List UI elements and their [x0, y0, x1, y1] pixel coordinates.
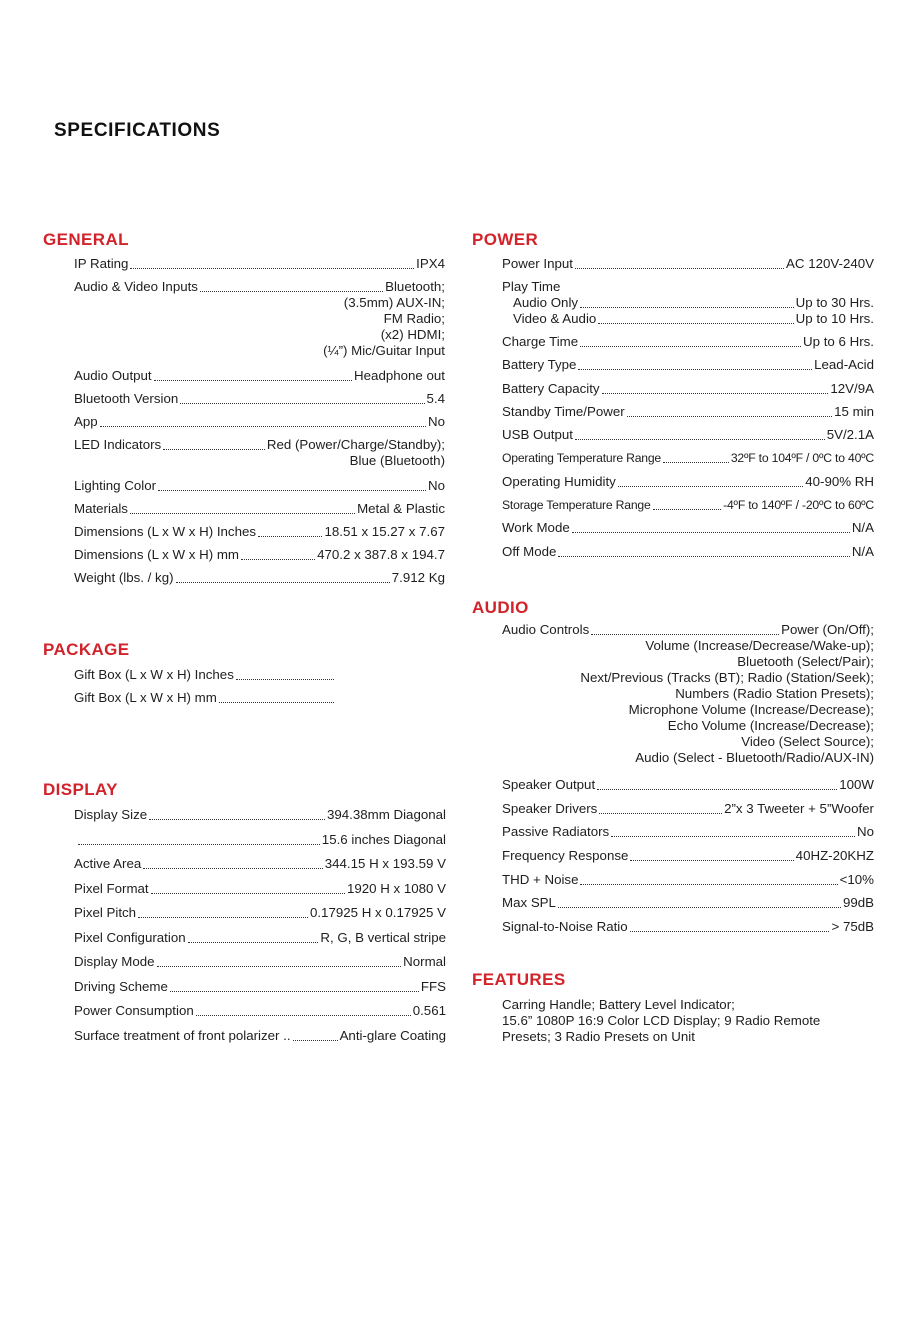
spec-value: Up to 30 Hrs. [795, 295, 874, 310]
spec-continuation-line: Echo Volume (Increase/Decrease); [667, 718, 874, 733]
spec-row [74, 856, 446, 872]
spec-row [74, 1003, 446, 1019]
spec-row [74, 881, 446, 897]
spec-value: 7.912 Kg [391, 570, 445, 585]
leader-dots [598, 323, 793, 324]
leader-dots [572, 532, 850, 533]
spec-continuation-line: Volume (Increase/Decrease/Wake-up); [645, 638, 874, 653]
spec-row [74, 807, 446, 823]
leader-dots [578, 369, 812, 370]
spec-value: 12V/9A [830, 380, 874, 396]
spec-value: 40HZ-20KHZ [795, 848, 874, 864]
spec-row [74, 1028, 446, 1044]
spec-row [74, 979, 446, 995]
leader-dots [154, 380, 352, 381]
leader-dots [236, 679, 334, 680]
general-spec-list [74, 256, 445, 593]
leader-dots [597, 789, 837, 790]
spec-label: Standby Time/Power [502, 403, 625, 419]
spec-value: Up to 10 Hrs. [795, 311, 874, 326]
spec-row [502, 334, 874, 350]
spec-row [74, 437, 445, 453]
spec-value: 32ºF to 104ºF / 0ºC to 40ºC [730, 451, 874, 466]
spec-value: 40-90% RH [805, 473, 874, 489]
spec-value: AC 120V-240V [786, 256, 874, 271]
leader-dots [176, 582, 390, 583]
spec-value: Lead-Acid [814, 357, 874, 373]
spec-label: Materials [74, 501, 128, 516]
spec-label: Pixel Pitch [74, 905, 137, 920]
leader-dots [100, 426, 426, 427]
spec-label: Signal-to-Noise Ratio [502, 919, 628, 935]
spec-row [74, 570, 445, 586]
leader-dots [602, 393, 829, 394]
spec-value: > 75dB [831, 919, 874, 935]
spec-row [74, 524, 445, 540]
spec-value: No [428, 478, 445, 493]
spec-row [502, 824, 874, 840]
leader-dots [580, 884, 837, 885]
spec-row [74, 667, 336, 683]
spec-label: Power Consumption [74, 1003, 194, 1018]
spec-row [74, 478, 445, 494]
spec-label: Speaker Drivers [502, 800, 598, 816]
spec-row [502, 895, 874, 911]
audio-heading: AUDIO [472, 598, 529, 617]
spec-row [502, 357, 874, 373]
spec-value: 99dB [842, 895, 874, 911]
spec-label: USB Output [502, 427, 573, 443]
spec-row [502, 381, 874, 397]
display-heading: DISPLAY [43, 780, 118, 799]
spec-label: Charge Time [502, 334, 579, 349]
spec-value: FFS [420, 978, 446, 994]
spec-row [502, 497, 874, 513]
leader-dots [170, 991, 419, 992]
spec-label: App [74, 414, 98, 429]
spec-label: Video & Audio [513, 311, 597, 326]
spec-label: Operating Temperature Range [502, 451, 662, 466]
spec-row-video-audio [502, 311, 874, 327]
spec-label: Weight (lbs. / kg) [74, 570, 174, 585]
features-text [502, 997, 882, 1045]
leader-dots [196, 1015, 411, 1016]
spec-value: N/A [851, 543, 874, 559]
spec-value: Red (Power/Charge/Standby); [266, 437, 445, 452]
spec-continuation-line: Next/Previous (Tracks (BT); Radio (Station/Seek); [580, 670, 874, 685]
spec-label: Display Mode [74, 954, 155, 969]
spec-row [74, 547, 445, 563]
spec-row [74, 930, 446, 946]
spec-continuation-line: (3.5mm) AUX-IN; [343, 295, 445, 310]
leader-dots [627, 416, 832, 417]
leader-dots [200, 291, 383, 292]
spec-continuation-line: Microphone Volume (Increase/Decrease); [628, 702, 874, 717]
spec-value: Headphone out [354, 368, 445, 383]
spec-row [74, 414, 445, 430]
spec-row [502, 777, 874, 793]
spec-row [502, 848, 874, 864]
spec-continuation-line: (¼”) Mic/Guitar Input [323, 343, 445, 358]
leader-dots [143, 868, 322, 869]
spec-value: 0.561 [412, 1003, 446, 1018]
spec-value: 470.2 x 387.8 x 194.7 [317, 547, 445, 562]
spec-value: R, G, B vertical stripe [320, 929, 446, 945]
spec-value: 0.17925 H x 0.17925 V [309, 905, 446, 920]
spec-row [74, 501, 445, 517]
features-line: 15.6” 1080P 16:9 Color LCD Display; 9 Radio Remote [502, 1013, 821, 1028]
power-spec-list [502, 256, 874, 567]
spec-label: Lighting Color [74, 478, 157, 493]
spec-value: Bluetooth; [385, 279, 445, 294]
spec-value: 1920 H x 1080 V [346, 880, 446, 896]
leader-dots [663, 462, 729, 463]
spec-value: 2”x 3 Tweeter + 5”Woofer [724, 800, 874, 816]
audio-spec-list [502, 622, 874, 943]
spec-row [502, 520, 874, 536]
spec-label: Passive Radiators [502, 824, 610, 840]
spec-row [74, 954, 446, 970]
spec-label: Gift Box (L x W x H) Inches [74, 667, 234, 682]
spec-value: Up to 6 Hrs. [803, 334, 874, 349]
spec-continuation-line: Blue (Bluetooth) [349, 453, 445, 468]
spec-continuation-line: Bluetooth (Select/Pair); [737, 654, 874, 669]
spec-label: LED Indicators [74, 437, 162, 452]
spec-label: Storage Temperature Range [502, 498, 651, 513]
spec-label: Speaker Output [502, 777, 596, 792]
spec-label: Audio Output [74, 368, 152, 383]
spec-label: THD + Noise [502, 871, 579, 887]
spec-continuation [74, 295, 445, 359]
spec-label: Audio Only [513, 295, 579, 310]
spec-row [502, 919, 874, 935]
leader-dots [151, 893, 345, 894]
spec-label: Driving Scheme [74, 978, 168, 994]
spec-label: Max SPL [502, 895, 556, 911]
leader-dots [258, 536, 322, 537]
leader-dots [188, 942, 319, 943]
spec-label: Display Size [74, 807, 148, 822]
spec-label: Off Mode [502, 543, 557, 559]
spec-label: Frequency Response [502, 848, 629, 864]
leader-dots [558, 907, 841, 908]
leader-dots [219, 702, 334, 703]
general-heading: GENERAL [43, 230, 129, 249]
spec-value: N/A [851, 520, 874, 536]
leader-dots [580, 307, 794, 308]
spec-row [502, 801, 874, 817]
spec-value: Normal [403, 954, 446, 969]
leader-dots [157, 966, 402, 967]
spec-value: 100W [839, 777, 874, 792]
leader-dots [599, 813, 722, 814]
leader-dots [138, 917, 308, 918]
spec-row [502, 450, 874, 466]
spec-label: Work Mode [502, 520, 570, 536]
spec-row [502, 427, 874, 443]
leader-dots [618, 486, 803, 487]
spec-row-audio-only [502, 295, 874, 311]
spec-value: 15.6 inches Diagonal [321, 831, 446, 847]
leader-dots [293, 1040, 338, 1041]
spec-row-power-input [502, 256, 874, 272]
spec-value: <10% [839, 871, 874, 887]
spec-row [74, 391, 445, 407]
spec-continuation-line: Audio (Select - Bluetooth/Radio/AUX-IN) [635, 750, 874, 765]
spec-label: Active Area [74, 856, 142, 871]
spec-value: Power (On/Off); [781, 622, 874, 637]
leader-dots [591, 634, 779, 635]
spec-label: Pixel Format [74, 880, 149, 896]
leader-dots [241, 559, 315, 560]
leader-dots [149, 819, 325, 820]
package-spec-list [74, 667, 336, 713]
spec-label: Surface treatment of front polarizer .. [74, 1027, 291, 1043]
spec-continuation-line: FM Radio; [383, 311, 445, 326]
spec-label: Audio Controls [502, 622, 590, 637]
features-line: Carring Handle; Battery Level Indicator; [502, 997, 735, 1012]
page-title: SPECIFICATIONS [54, 120, 221, 141]
leader-dots [580, 346, 801, 347]
spec-label: Battery Type [502, 357, 577, 373]
spec-row [502, 404, 874, 420]
spec-value: No [857, 824, 874, 840]
audio-controls-continuation [502, 638, 874, 766]
spec-value: IPX4 [416, 256, 445, 271]
spec-row [74, 690, 336, 706]
spec-value: 394.38mm Diagonal [326, 807, 446, 822]
features-line: Presets; 3 Radio Presets on Unit [502, 1029, 695, 1044]
leader-dots [630, 931, 830, 932]
leader-dots [158, 490, 426, 491]
package-heading: PACKAGE [43, 640, 130, 659]
spec-value: No [428, 414, 445, 429]
play-time-label: Play Time [502, 279, 561, 294]
leader-dots [130, 268, 414, 269]
spec-continuation-line: Numbers (Radio Station Presets); [675, 686, 874, 701]
spec-row [74, 279, 445, 295]
display-spec-list [74, 807, 446, 1052]
spec-label: IP Rating [74, 256, 129, 271]
features-heading: FEATURES [472, 970, 566, 989]
audio-rows [502, 777, 874, 935]
spec-label: Bluetooth Version [74, 391, 179, 406]
spec-value: 5V/2.1A [826, 427, 874, 443]
leader-dots [575, 268, 784, 269]
leader-dots [78, 844, 320, 845]
spec-continuation [74, 453, 445, 469]
leader-dots [575, 439, 825, 440]
spec-value: 5.4 [426, 391, 445, 406]
spec-value: Anti-glare Coating [339, 1027, 446, 1043]
spec-row [74, 905, 446, 921]
spec-continuation-line: (x2) HDMI; [380, 327, 445, 342]
spec-label: Battery Capacity [502, 380, 600, 396]
spec-label: Dimensions (L x W x H) Inches [74, 524, 257, 539]
leader-dots [630, 860, 793, 861]
spec-row [74, 368, 445, 384]
leader-dots [558, 556, 849, 557]
spec-row [502, 872, 874, 888]
power-rows [502, 334, 874, 560]
spec-value: 18.51 x 15.27 x 7.67 [324, 524, 445, 539]
power-heading: POWER [472, 230, 539, 249]
spec-value: 344.15 H x 193.59 V [324, 856, 446, 871]
spec-label: Dimensions (L x W x H) mm [74, 547, 239, 562]
spec-row [502, 544, 874, 560]
spec-row [74, 832, 446, 848]
spec-label: Power Input [502, 256, 573, 271]
spec-label: Operating Humidity [502, 473, 616, 489]
leader-dots [653, 509, 722, 510]
leader-dots [180, 403, 424, 404]
spec-row [502, 474, 874, 490]
spec-value: -4ºF to 140ºF / -20ºC to 60ºC [723, 498, 874, 513]
leader-dots [611, 836, 855, 837]
leader-dots [163, 449, 265, 450]
leader-dots [130, 513, 355, 514]
spec-value: 15 min [834, 403, 874, 419]
spec-value: Metal & Plastic [357, 501, 445, 516]
spec-label: Gift Box (L x W x H) mm [74, 690, 217, 705]
spec-label: Audio & Video Inputs [74, 279, 198, 294]
spec-row [74, 256, 445, 272]
spec-row-audio-controls [502, 622, 874, 638]
spec-label: Pixel Configuration [74, 929, 186, 945]
spec-continuation-line: Video (Select Source); [741, 734, 874, 749]
